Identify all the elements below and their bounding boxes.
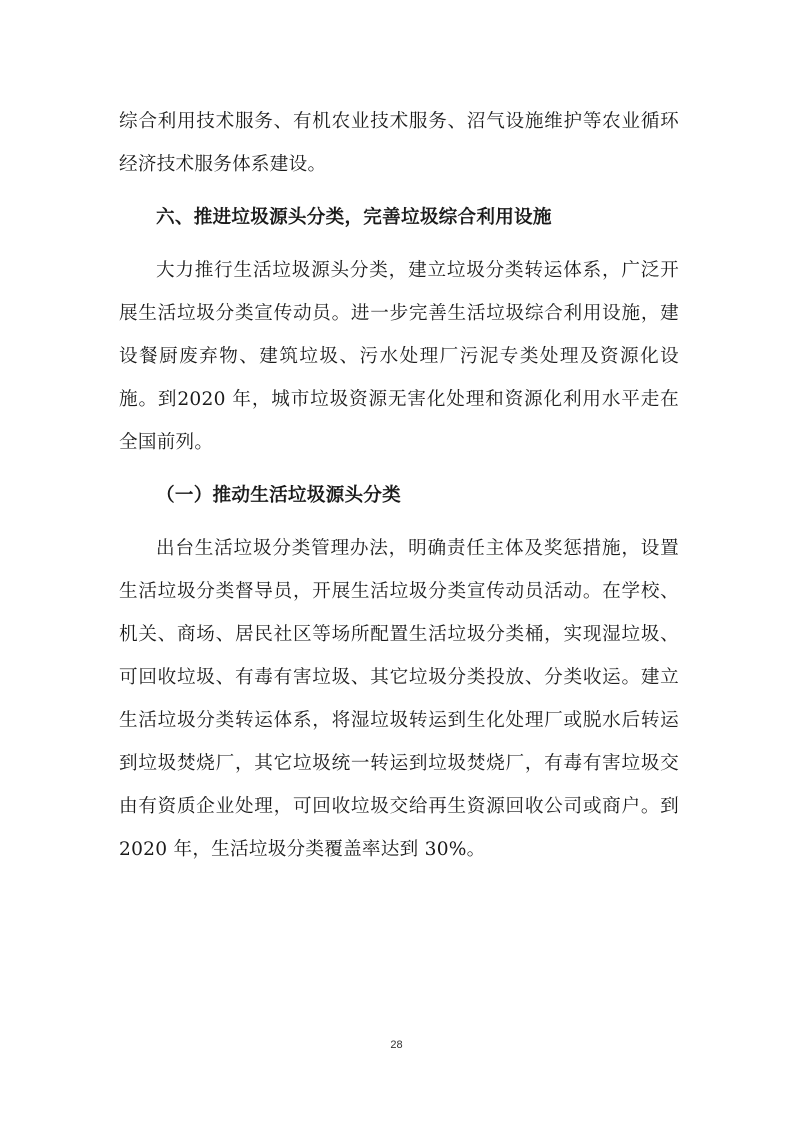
section-paragraph: 大力推行生活垃圾源头分类，建立垃圾分类转运体系，广泛开展生活垃圾分类宣传动员。进一步完善生活垃圾综合利用设施，建设餐厨废弃物、建筑垃圾、污水处理厂污泥专类处理及资源化设施。到2020 年，城市垃圾资源无害化处理和资源化利用水平走在全国前列。 [119, 260, 679, 453]
continuation-paragraph: 综合利用技术服务、有机农业技术服务、沼气设施维护等农业循环经济技术服务体系建设。 [119, 111, 679, 175]
page-number: 28 [390, 1039, 403, 1051]
page-body [119, 100, 679, 871]
section-heading: 六、推进垃圾源头分类，完善垃圾综合利用设施 [156, 207, 552, 228]
subsection-heading: （一）推动生活垃圾源头分类 [156, 485, 401, 506]
subsection-paragraph: 出台生活垃圾分类管理办法，明确责任主体及奖惩措施，设置生活垃圾分类督导员，开展生活垃圾分类宣传动员活动。在学校、机关、商场、居民社区等场所配置生活垃圾分类桶，实现湿垃圾、可回收垃圾、有毒有害垃圾、其它垃圾分类投放、分类收运。建立生活垃圾分类转运体系，将湿垃圾转运到生化处理厂或脱水后转运到垃圾焚烧厂，其它垃圾统一转运到垃圾焚烧厂，有毒有害垃圾交由有资质企业处理，可回收垃圾交给再生资源回收公司或商户。到 2020 年，生活垃圾分类覆盖率达到 30%。 [119, 538, 679, 860]
